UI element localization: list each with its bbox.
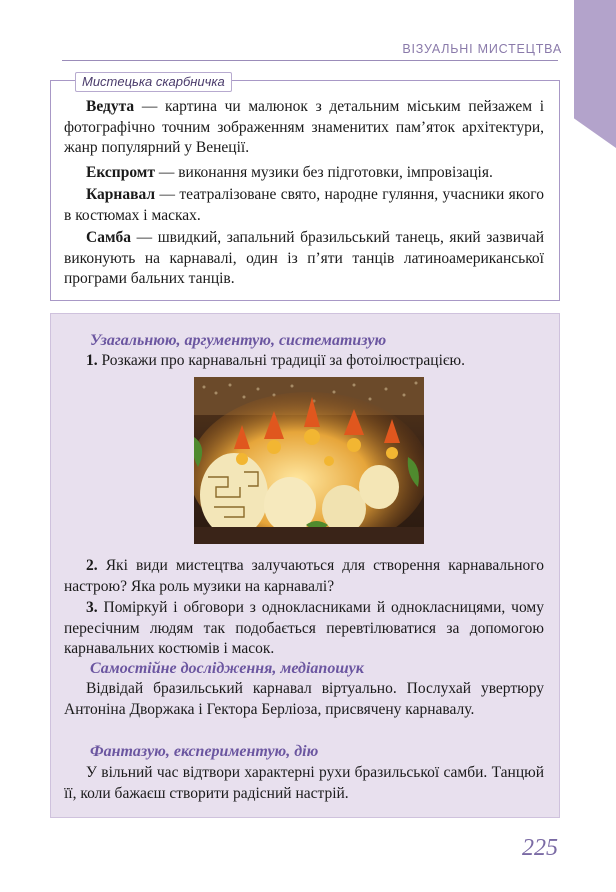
question-text: Розкажи про карнавальні традиції за фотоілюстрацією. xyxy=(97,352,465,369)
question-number: 3. xyxy=(86,599,98,616)
glossary-term: Карнавал xyxy=(86,186,156,203)
corner-tab xyxy=(574,0,616,148)
question-2 xyxy=(64,556,544,597)
glossary-term: Ведута xyxy=(86,98,135,115)
heading-research: Самостійне дослідження, медіапошук xyxy=(90,660,364,677)
glossary-definition: — швидкий, запальний бразильський танець, який зазвичай виконують на карнавалі, один із п’яти танців латиноамериканської програми бальних танців. xyxy=(64,229,544,287)
glossary-entry-veduta xyxy=(64,97,544,159)
page-number: 225 xyxy=(522,835,558,861)
question-number: 2. xyxy=(86,557,98,574)
heading-generalize: Узагальнюю, аргументую, систематизую xyxy=(90,332,387,349)
glossary-term: Самба xyxy=(86,229,132,246)
glossary-term: Експромт xyxy=(86,164,155,181)
glossary-entry-samba xyxy=(64,228,544,290)
question-1 xyxy=(64,351,544,372)
glossary-entry-ekspromt xyxy=(64,163,544,184)
glossary-definition: — виконання музики без підготовки, імпровізація. xyxy=(154,164,493,181)
carnival-photo xyxy=(194,377,424,544)
section-header: ВІЗУАЛЬНІ МИСТЕЦТВА xyxy=(402,42,562,56)
glossary-entry-karnaval xyxy=(64,185,544,226)
question-3 xyxy=(64,598,544,660)
question-number: 1. xyxy=(86,352,98,369)
heading-fantasy: Фантазую, експериментую, дію xyxy=(90,743,319,760)
glossary-label: Мистецька скарбничка xyxy=(75,72,232,92)
question-text: Які види мистецтва залучаються для створення карнавального настрою? Яка роль музики на карнавалі? xyxy=(64,557,544,595)
research-task: Відвідай бразильський карнавал віртуально. Послухай увертюру Антоніна Дворжака і Гектора Берліоза, присвячену карнавалу. xyxy=(64,680,544,718)
header-divider xyxy=(62,60,558,61)
fantasy-task: У вільний час відтвори характерні рухи бразильської самби. Танцюй її, коли бажаєш створити радісний настрій. xyxy=(64,764,544,802)
question-text: Поміркуй і обговори з однокласниками й однокласницями, чому пересічним людям так подобається перевтілюватися за допомогою карнавальних костюмів і масок. xyxy=(64,599,544,657)
glossary-definition: — театралізоване свято, народне гуляння, учасники якого в костюмах і масках. xyxy=(64,186,544,224)
glossary-definition: — картина чи малюнок з детальним міським пейзажем і фотографічно точним зображенням знаменитих пам’яток архітектури, жанр популярний у Венеції. xyxy=(64,98,544,156)
